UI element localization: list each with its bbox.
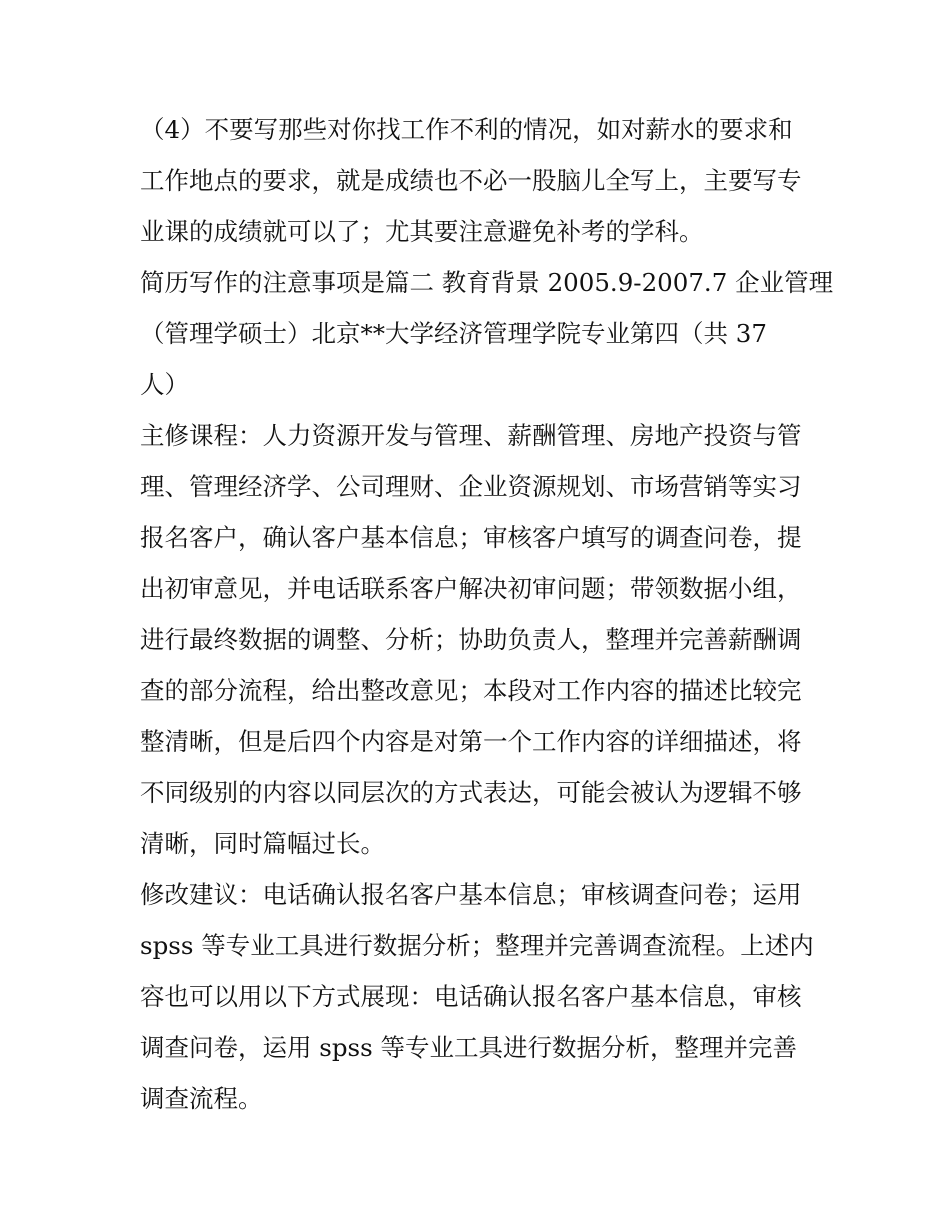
paragraph-revision-suggestion: [140, 869, 816, 1124]
text-line: 工作地点的要求，就是成绩也不必一股脑儿全写上，主要写专: [140, 166, 802, 195]
text-line: 不同级别的内容以同层次的方式表达，可能会被认为逻辑不够: [140, 778, 802, 807]
text-line: 查的部分流程，给出整改意见；本段对工作内容的描述比较完: [140, 676, 802, 705]
text-line: （管理学硕士）北京**大学经济管理学院专业第四（共 37: [140, 319, 767, 348]
text-line: 业课的成绩就可以了；尤其要注意避免补考的学科。: [140, 217, 704, 246]
paragraph-main-courses: [140, 410, 816, 869]
text-line: spss 等专业工具进行数据分析；整理并完善调查流程。上述内: [140, 931, 814, 960]
text-line: 进行最终数据的调整、分析；协助负责人，整理并完善薪酬调: [140, 625, 802, 654]
text-line: 清晰，同时篇幅过长。: [140, 829, 385, 858]
text-line: 修改建议：电话确认报名客户基本信息；审核调查问卷；运用: [140, 880, 802, 909]
text-line: 简历写作的注意事项是篇二 教育背景 2005.9-2007.7 企业管理: [140, 268, 834, 297]
text-line: 容也可以用以下方式展现：电话确认报名客户基本信息，审核: [140, 982, 802, 1011]
text-line: 报名客户，确认客户基本信息；审核客户填写的调查问卷，提: [140, 523, 802, 552]
text-line: 理、管理经济学、公司理财、企业资源规划、市场营销等实习: [140, 472, 802, 501]
paragraph-resume-tip-4: [140, 104, 816, 257]
text-line: 出初审意见，并电话联系客户解决初审问题；带领数据小组，: [140, 574, 802, 603]
text-line: 主修课程：人力资源开发与管理、薪酬管理、房地产投资与管: [140, 421, 802, 450]
paragraph-education-background: [140, 257, 834, 410]
text-line: （4）不要写那些对你找工作不利的情况，如对薪水的要求和: [140, 115, 793, 144]
text-line: 人）: [140, 370, 189, 399]
text-line: 调查问卷，运用 spss 等专业工具进行数据分析，整理并完善: [140, 1033, 797, 1062]
document-body: [140, 104, 834, 1124]
text-line: 整清晰，但是后四个内容是对第一个工作内容的详细描述，将: [140, 727, 802, 756]
text-line: 调查流程。: [140, 1084, 263, 1113]
